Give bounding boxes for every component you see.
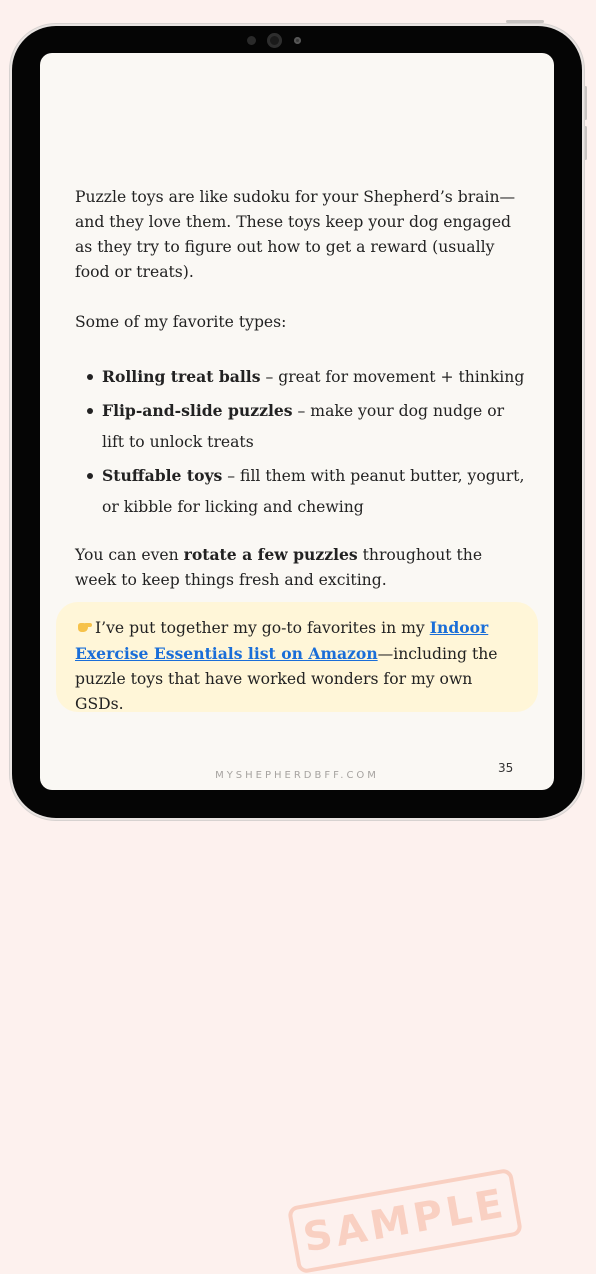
- light-sensor-icon: [294, 37, 301, 44]
- callout-text: [75, 615, 525, 717]
- paragraph-rotate: [75, 542, 525, 593]
- page-number: 35: [498, 761, 514, 775]
- tablet-volume-down-button: [584, 126, 587, 160]
- tablet-frame: [12, 26, 582, 1262]
- list-item-title: Flip-and-slide puzzles: [102, 401, 293, 420]
- list-item-title: Rolling treat balls: [102, 367, 261, 386]
- site-footer: MYSHEPHERDBFF.COM: [215, 770, 379, 781]
- amazon-list-link[interactable]: Indoor Exercise Essentials list on Amazon: [75, 618, 489, 663]
- callout-text-start: I’ve put together my go-to favorites in my: [95, 619, 430, 637]
- ebook-page: [40, 53, 554, 1262]
- tablet-top-button: [506, 20, 544, 23]
- tablet-volume-up-button: [584, 86, 587, 120]
- list-item-text: – fill them with peanut butter, yogurt, or kibble for licking and chewing: [102, 467, 525, 516]
- paragraph-rotate-start: You can even: [75, 546, 184, 564]
- list-item-text: – make your dog nudge or lift to unlock treats: [102, 402, 505, 451]
- paragraph-rotate-emphasis: rotate a few puzzles: [183, 545, 358, 564]
- list-item: [75, 361, 525, 393]
- camera-icon: [267, 33, 282, 48]
- list-item: [75, 395, 525, 458]
- paragraph-intro: Puzzle toys are like sudoku for your Shepherd’s brain—and they love them. These toys keep your dog engaged as they try to figure out how to get a reward (usually food or treats).: [75, 188, 516, 281]
- list-item-title: Stuffable toys: [102, 466, 223, 485]
- list-item-text: – great for movement + thinking: [260, 368, 525, 386]
- pointing-hand-icon: [75, 620, 92, 634]
- paragraph-rotate-end: throughout the week to keep things fresh and exciting.: [75, 546, 483, 589]
- list-item: [75, 460, 525, 523]
- sensor-icon: [247, 36, 256, 45]
- puzzle-types-list: [75, 361, 525, 525]
- paragraph-favorites-heading: Some of my favorite types:: [75, 313, 287, 331]
- sample-watermark: SAMPLE: [287, 1168, 523, 1274]
- callout-text-end: —including the puzzle toys that have worked wonders for my own GSDs.: [75, 645, 498, 713]
